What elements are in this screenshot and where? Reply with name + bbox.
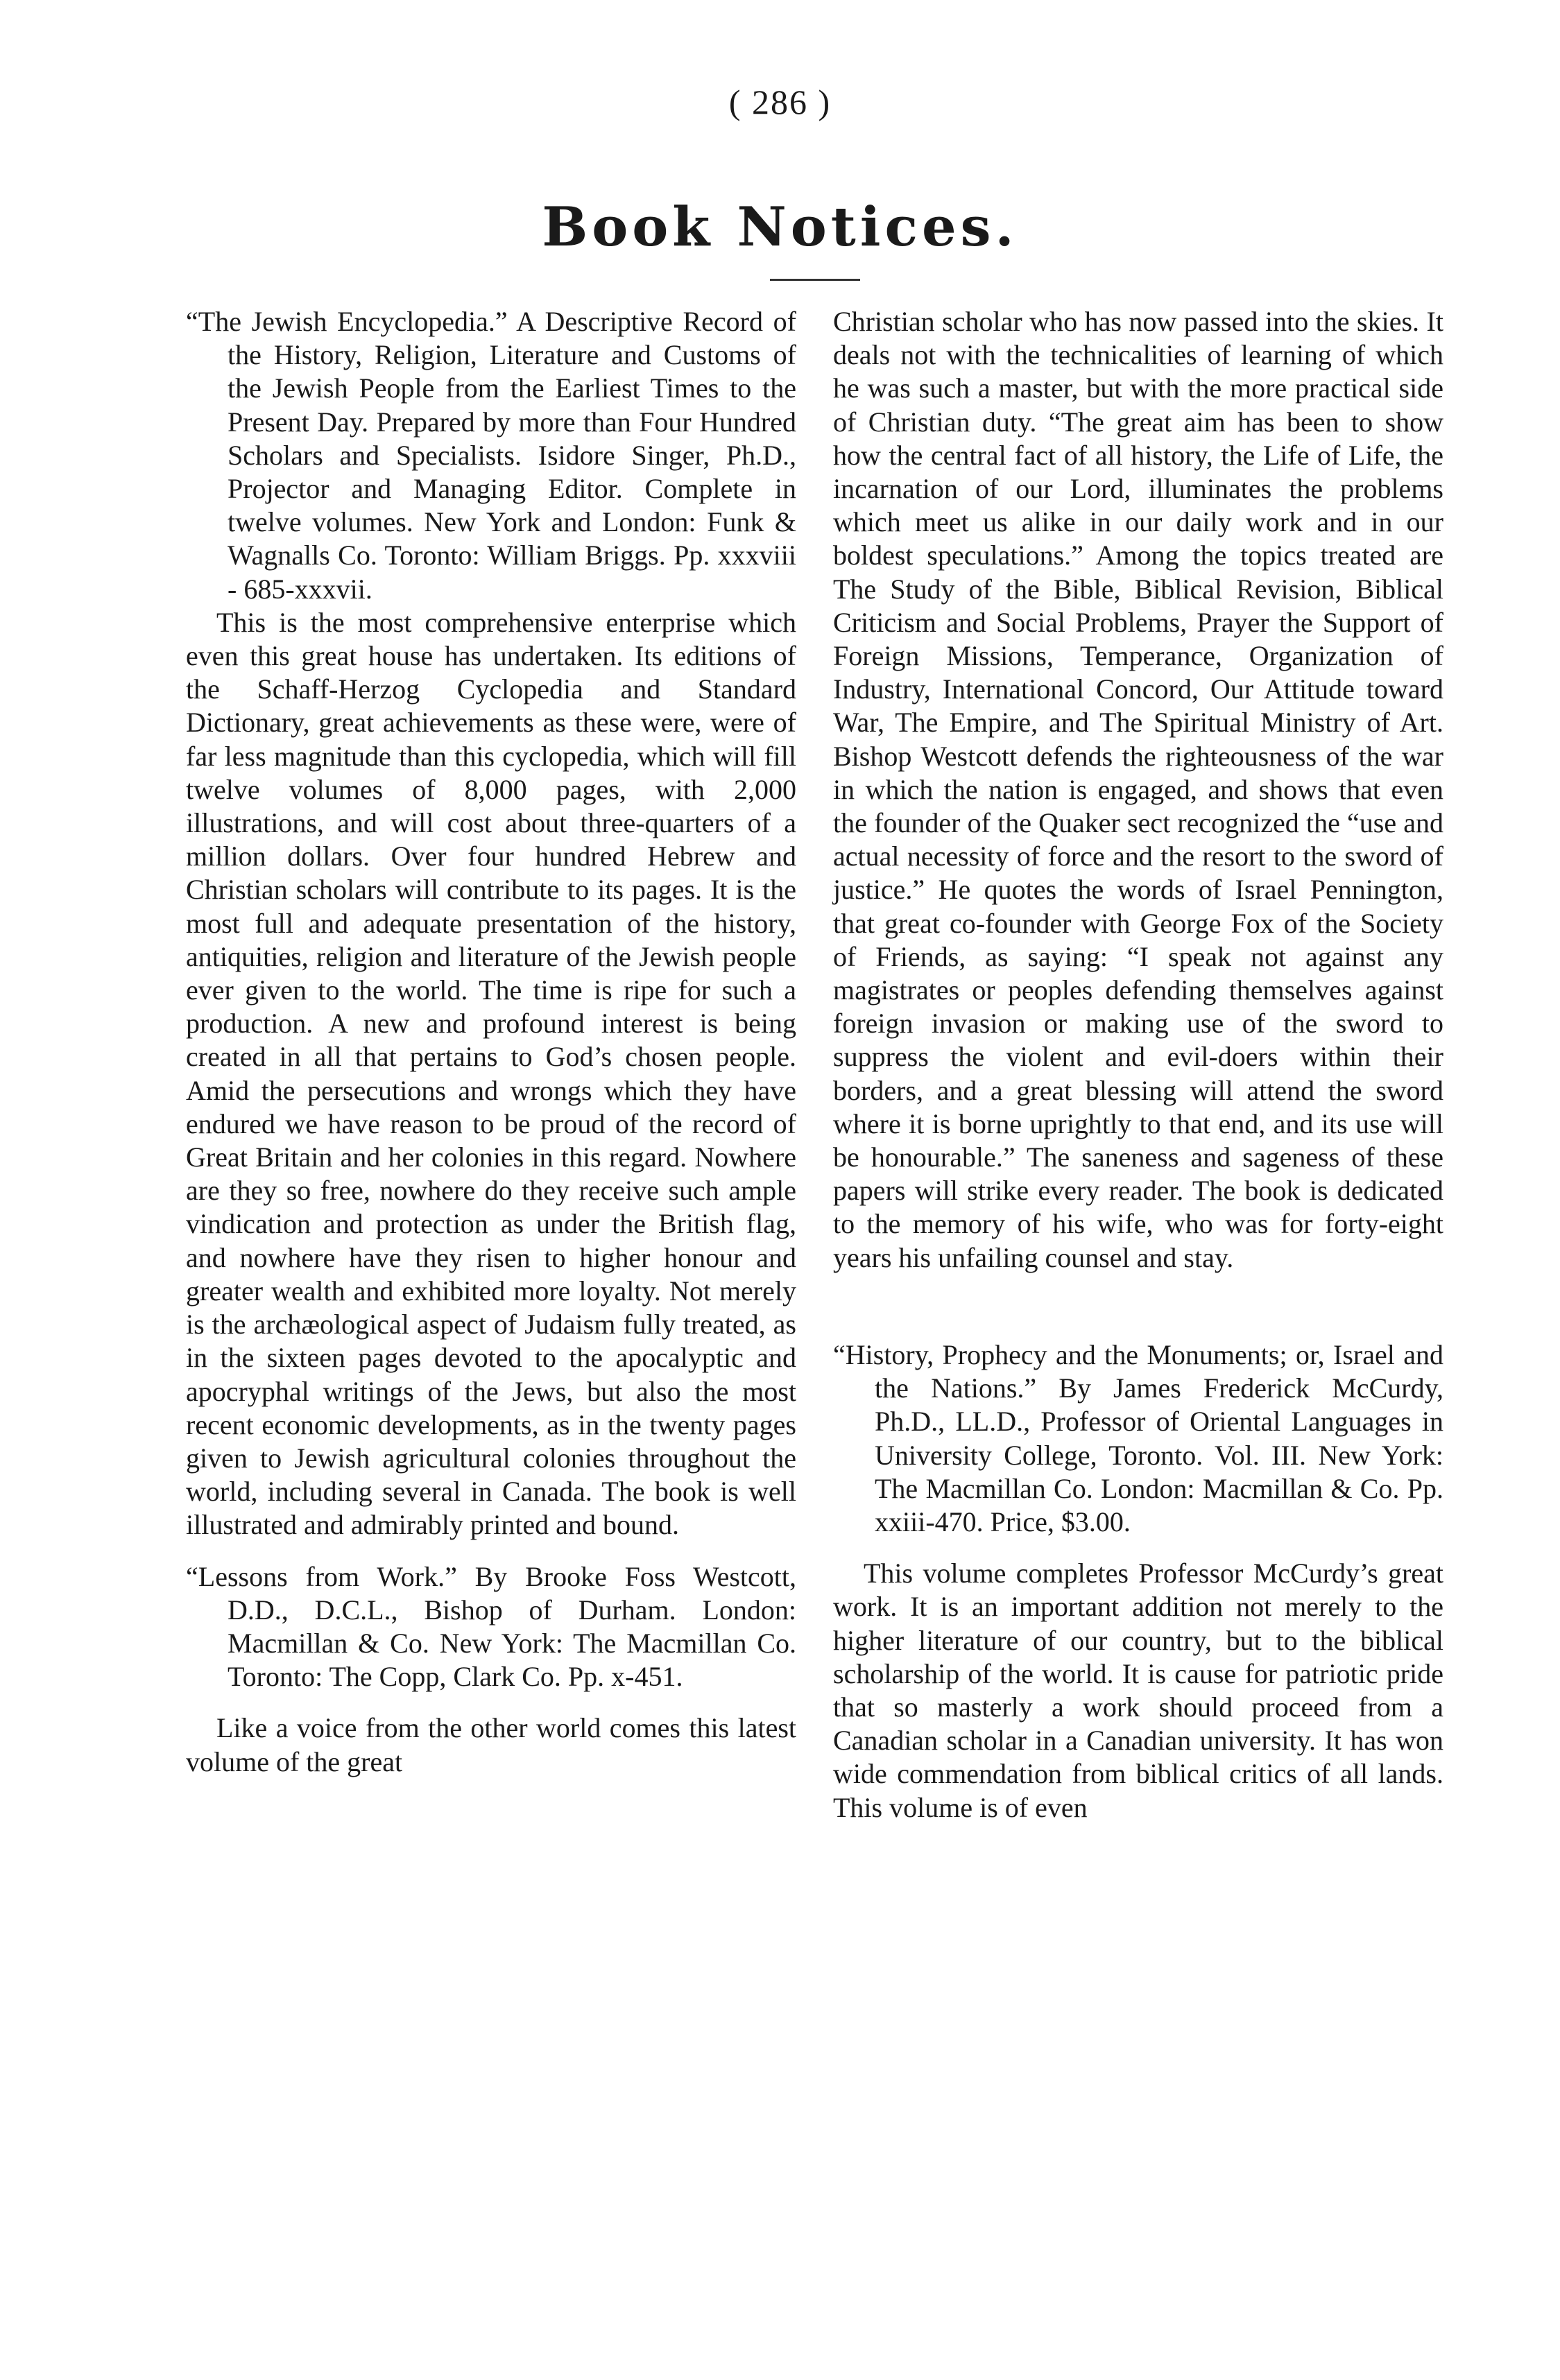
page-number: ( 286 )	[728, 83, 832, 121]
left-column	[186, 305, 796, 1779]
notice-gap	[186, 1542, 796, 1560]
notice-jewish-encyclopedia-citation: “The Jewish Encyclopedia.” A Descriptive Record of the History, Religion, Literature and Customs of the Jewish People from the Earliest Times to the Present Day. Prepared by more than Four Hundred Scholars and Specialists. Isidore Singer, Ph.D., Projector and Managing Editor. Complete in twelve volumes. New York and London: Funk & Wagnalls Co. Toronto: William Briggs. Pp. xxxviii - 685-xxxvii.	[186, 306, 796, 605]
notice-lessons-from-work-citation: “Lessons from Work.” By Brooke Foss Westcott, D.D., D.C.L., Bishop of Durham. London: Macmillan & Co. New York: The Macmillan Co. Toronto: The Copp, Clark Co. Pp. x-451.	[186, 1560, 796, 1693]
notice-gap	[833, 1275, 1443, 1338]
notice-lessons-from-work-review-start: Like a voice from the other world comes this latest volume of the great	[186, 1712, 796, 1777]
notice-gap	[186, 1693, 796, 1711]
notice-history-prophecy-review: This volume completes Professor McCurdy’s great work. It is an important addition not merely to the higher literature of our country, but to the biblical scholarship of the world. It is cause for patriotic pride that so masterly a work should proceed from a Canadian scholar in a Canadian university. It has won wide commendation from biblical critics of all lands. This volume is of even	[833, 1558, 1443, 1823]
notice-lessons-from-work-review-continued: Christian scholar who has now passed into the skies. It deals not with the technicalities of learning of which he was such a master, but with the more practical side of Christian duty. “The great aim has been to show how the central fact of all history, the Life of Life, the incarnation of our Lord, illuminates the problems which meet us alike in our daily work and in our boldest speculations.” Among the topics treated are The Study of the Bible, Biblical Revision, Biblical Criticism and Social Problems, Prayer the Support of Foreign Missions, Temperance, Organization of Industry, International Concord, Our Attitude toward War, The Empire, and The Spiritual Ministry of Art. Bishop Westcott defends the righteousness of the war in which the nation is engaged, and shows that even the founder of the Quaker sect recognized the “use and actual necessity of force and the resort to the sword of justice.” He quotes the words of Israel Pennington, that great co-founder with George Fox of the Society of Friends, as saying: “I speak not against any magistrates or peoples defending themselves against foreign invasion or making use of the sword to suppress the violent and evil-doers within their borders, and a great blessing will attend the sword where it is borne uprightly to that end, and its use will be honourable.” The saneness and sageness of these papers will strike every reader. The book is dedicated to the memory of his wife, who was for forty-eight years his unfailing counsel and stay.	[833, 306, 1443, 1273]
page-title: Book Notices.	[542, 196, 1018, 259]
title-rule	[770, 279, 860, 281]
right-column	[833, 305, 1443, 1825]
notice-history-prophecy-citation: “History, Prophecy and the Monuments; or, Israel and the Nations.” By James Frederick McCurdy, Ph.D., LL.D., Professor of Oriental Languages in University College, Toronto. Vol. III. New York: The Macmillan Co. London: Macmillan & Co. Pp. xxiii-470. Price, $3.00.	[833, 1338, 1443, 1537]
notice-gap	[833, 1539, 1443, 1557]
notice-jewish-encyclopedia-review: This is the most comprehensive enterprise which even this great house has undertaken. Its editions of the Schaff-Herzog Cyclopedia and Standard Dictionary, great achievements as these were, were of far less magnitude than this cyclopedia, which will fill twelve volumes of 8,000 pages, with 2,000 illustrations, and will cost about three-quarters of a million dollars. Over four hundred Hebrew and Christian scholars will contribute to its pages. It is the most full and adequate presentation of the history, antiquities, religion and literature of the Jewish people ever given to the world. The time is ripe for such a production. A new and profound interest is being created in all that pertains to God’s chosen people. Amid the persecutions and wrongs which they have endured we have reason to be proud of the record of Great Britain and her colonies in this regard. Nowhere are they so free, nowhere do they receive such ample vindication and protection as under the British flag, and nowhere have they risen to higher honour and greater wealth and exhibited more loyalty. Not merely is the archæological aspect of Judaism fully treated, as in the sixteen pages devoted to the apocalyptic and apocryphal writings of the Jews, but also the most recent economic developments, as in the twenty pages given to Jewish agricultural colonies throughout the world, including several in Canada. The book is well illustrated and admirably printed and bound.	[186, 606, 796, 1541]
